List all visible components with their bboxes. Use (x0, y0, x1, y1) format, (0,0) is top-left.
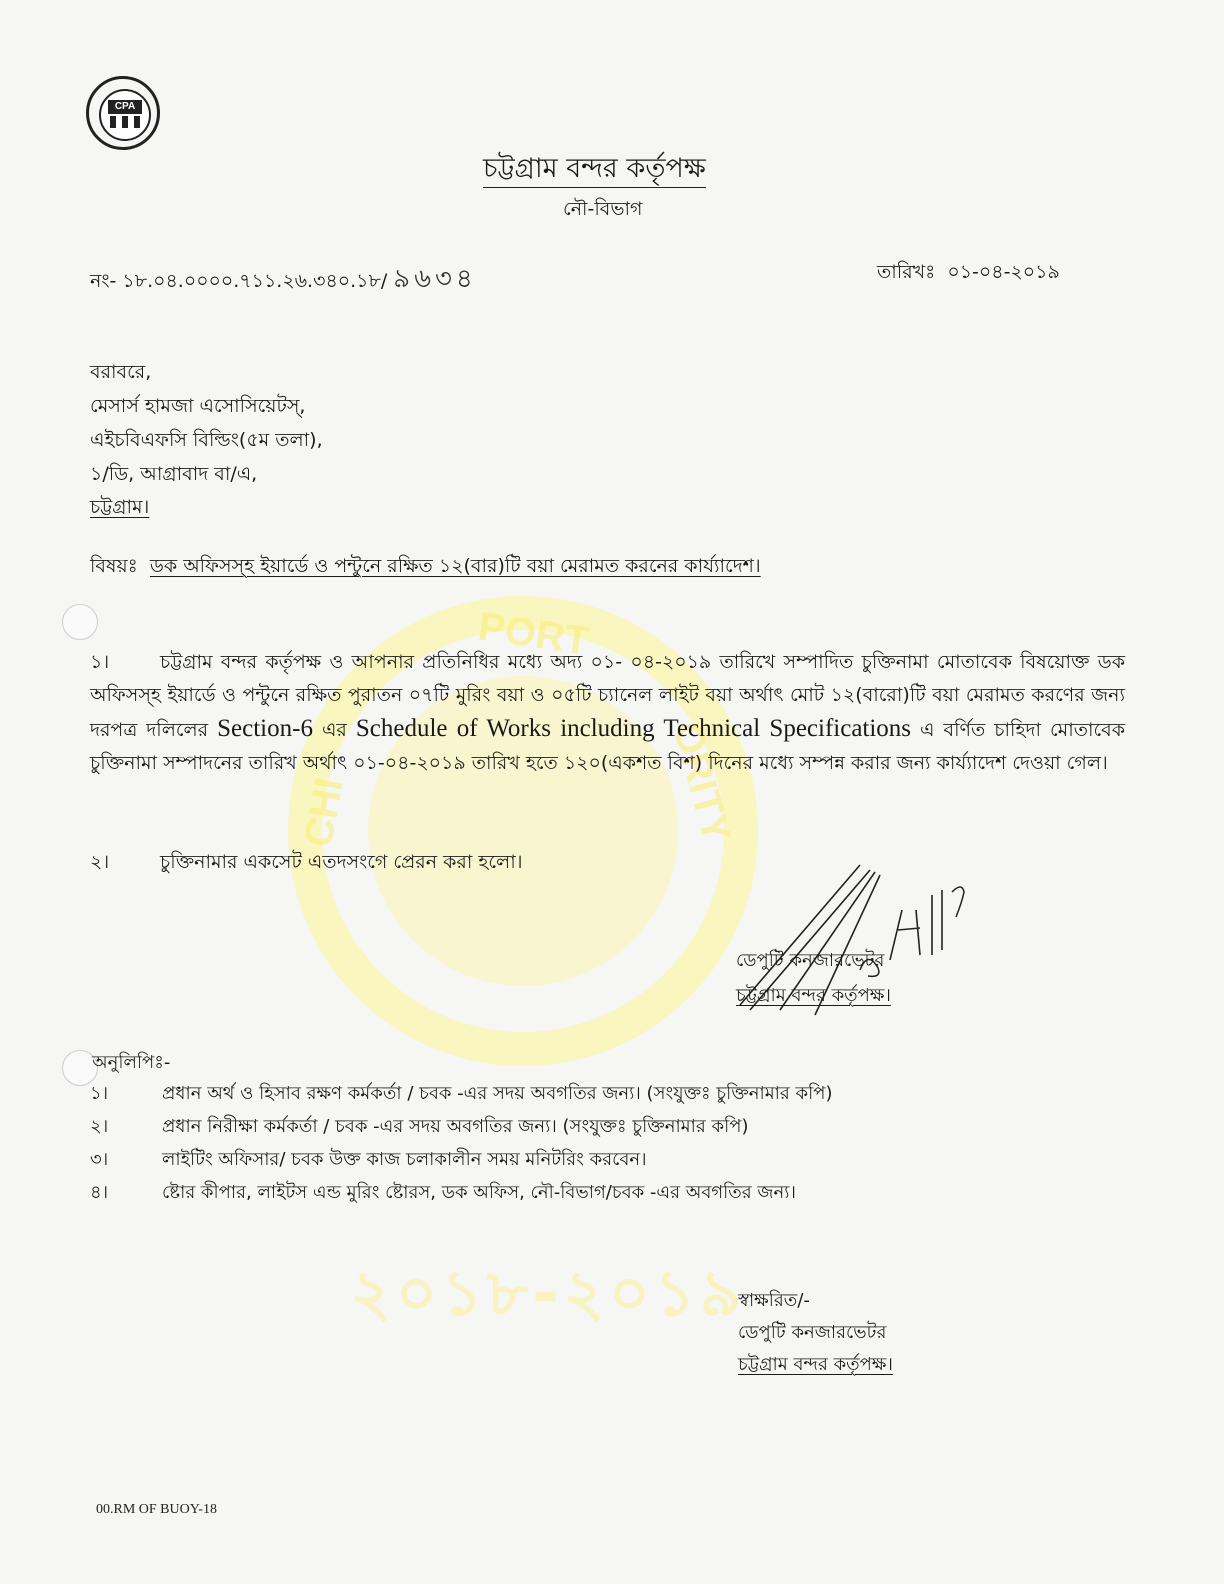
department-name: নৌ-বিভাগ (563, 198, 643, 220)
logo-leg-shape (122, 116, 128, 128)
subject-label: বিষয়ঃ (90, 555, 138, 577)
watermark-text-left: CHI (296, 774, 352, 851)
watermark-text-right: ORITY (664, 717, 739, 848)
paragraph-number: ২। (90, 851, 110, 873)
subject-text: ডক অফিসস্হ ইয়ার্ডে ও পন্টুনে রক্ষিত ১২(বার)টি বয়া মেরামত করনের কার্য্যাদেশ। (149, 555, 761, 577)
signatory-designation: ডেপুটি কনজারভেটর (736, 950, 885, 971)
paragraph-text: চট্টগ্রাম বন্দর কর্তৃপক্ষ ও আপনার প্রতিনিধির মধ্যে অদ্য ০১- ০৪-২০১৯ তারিখে সম্পাদিত চুক্তিনামা মোতাবেক বিষয়োক্ত ডক অফিসস্হ ইয়ার্ডে ও পন্টুনে রক্ষিত পুরাতন ০৭টি মুরিং বয়া ও ০৫টি চ্যানেল লাইট বয়া অর্থাৎ মোট ১২(বারো)টি বয়া মেরামত করণের জন্য দরপত্র দলিলের (90, 651, 1125, 741)
reference-number (90, 258, 477, 302)
recipient-line: মেসার্স হামজা এসোসিয়েটস্‌, (90, 395, 306, 417)
copy-item-number: ১। (90, 1083, 109, 1104)
logo-leg-shape (110, 116, 116, 128)
cpa-logo-emblem (99, 89, 151, 141)
paragraph-english-text: Section-6 (217, 715, 313, 742)
cpa-logo-text: CPA (108, 100, 142, 114)
recipient-line: ১/ডি, আগ্রাবাদ বা/এ, (90, 463, 258, 485)
copy-item-text: ষ্টোর কীপার, লাইটস এন্ড মুরিং ষ্টোরস, ডক অফিস, নৌ-বিভাগ/চবক -এর অবগতির জন্য। (162, 1182, 796, 1203)
watermark-text-top: PORT (475, 604, 592, 664)
paragraph-english-text: Schedule of Works including Technical Specifications (355, 715, 912, 742)
paragraph-number: ১। (90, 651, 110, 673)
paragraph-text: এ বর্ণিত চাহিদা মোতাবেক চুক্তিনামা সম্পাদনের তারিখ অর্থাৎ ০১-০৪-২০১৯ তারিখ হতে ১২০(একশত বিশ) দিনের মধ্যে সম্পন্ন করার জন্য কার্য্যাদেশ দেওয়া গেল। (90, 719, 1125, 774)
copies-label: অনুলিপিঃ- (92, 1052, 171, 1073)
copy-item-number: ২। (90, 1116, 109, 1137)
handwritten-number: ৯৬৩৪ (393, 264, 477, 294)
recipient-line: এইচবিএফসি বিল্ডিং(৫ম তলা), (90, 429, 323, 451)
date-label: তারিখঃ (877, 261, 936, 283)
copy-item-number: ৪। (90, 1182, 109, 1203)
reference-number-text: নং- ১৮.০৪.০০০০.৭১১.২৬.৩৪০.১৮/ (90, 270, 388, 292)
punch-hole (62, 604, 98, 640)
logo-leg-shape (134, 116, 140, 128)
subject-line (90, 552, 761, 584)
copy-item-text: প্রধান নিরীক্ষা কর্মকর্তা / চবক -এর সদয় অবগতির জন্য। (সংযুক্তঃ চুক্তিনামার কপি) (162, 1116, 749, 1137)
copy-item (90, 1178, 796, 1209)
copy-item (90, 1112, 749, 1143)
copy-item-text: লাইটিং অফিসার/ চবক উক্ত কাজ চলাকালীন সময় মনিটরিং করবেন। (162, 1149, 647, 1170)
recipient-line: চট্টগ্রাম। (90, 496, 150, 518)
letter-date (877, 258, 1060, 290)
signatory-organization-2: চট্টগ্রাম বন্দর কর্তৃপক্ষ। (738, 1354, 893, 1375)
copy-item-text: প্রধান অর্থ ও হিসাব রক্ষণ কর্মকর্তা / চবক -এর সদয় অবগতির জন্য। (সংযুক্তঃ চুক্তিনামার কপি) (162, 1083, 833, 1104)
cpa-logo (86, 76, 160, 150)
signed-marker: স্বাক্ষরিত/- (738, 1290, 810, 1311)
recipient-line: বরাবরে, (90, 361, 152, 383)
copy-item (90, 1079, 833, 1110)
date-value: ০১-০৪-২০১৯ (947, 261, 1060, 283)
footer-code: 00.RM OF BUOY-18 (96, 1502, 217, 1517)
signatory-designation-2: ডেপুটি কনজারভেটর (738, 1322, 887, 1343)
paragraph-text: চুক্তিনামার একসেট এতদসংগে প্রেরন করা হলো। (160, 851, 523, 873)
signatory-organization: চট্টগ্রাম বন্দর কর্তৃপক্ষ। (736, 985, 891, 1006)
copy-item-number: ৩। (90, 1149, 109, 1170)
organization-title: চট্টগ্রাম বন্দর কর্তৃপক্ষ (483, 148, 706, 193)
body-paragraph-1 (90, 646, 1125, 780)
copy-item (90, 1145, 647, 1176)
watermark-year: ২০১৮-২০১৯ (350, 1257, 746, 1331)
paragraph-text: এর (312, 719, 356, 741)
